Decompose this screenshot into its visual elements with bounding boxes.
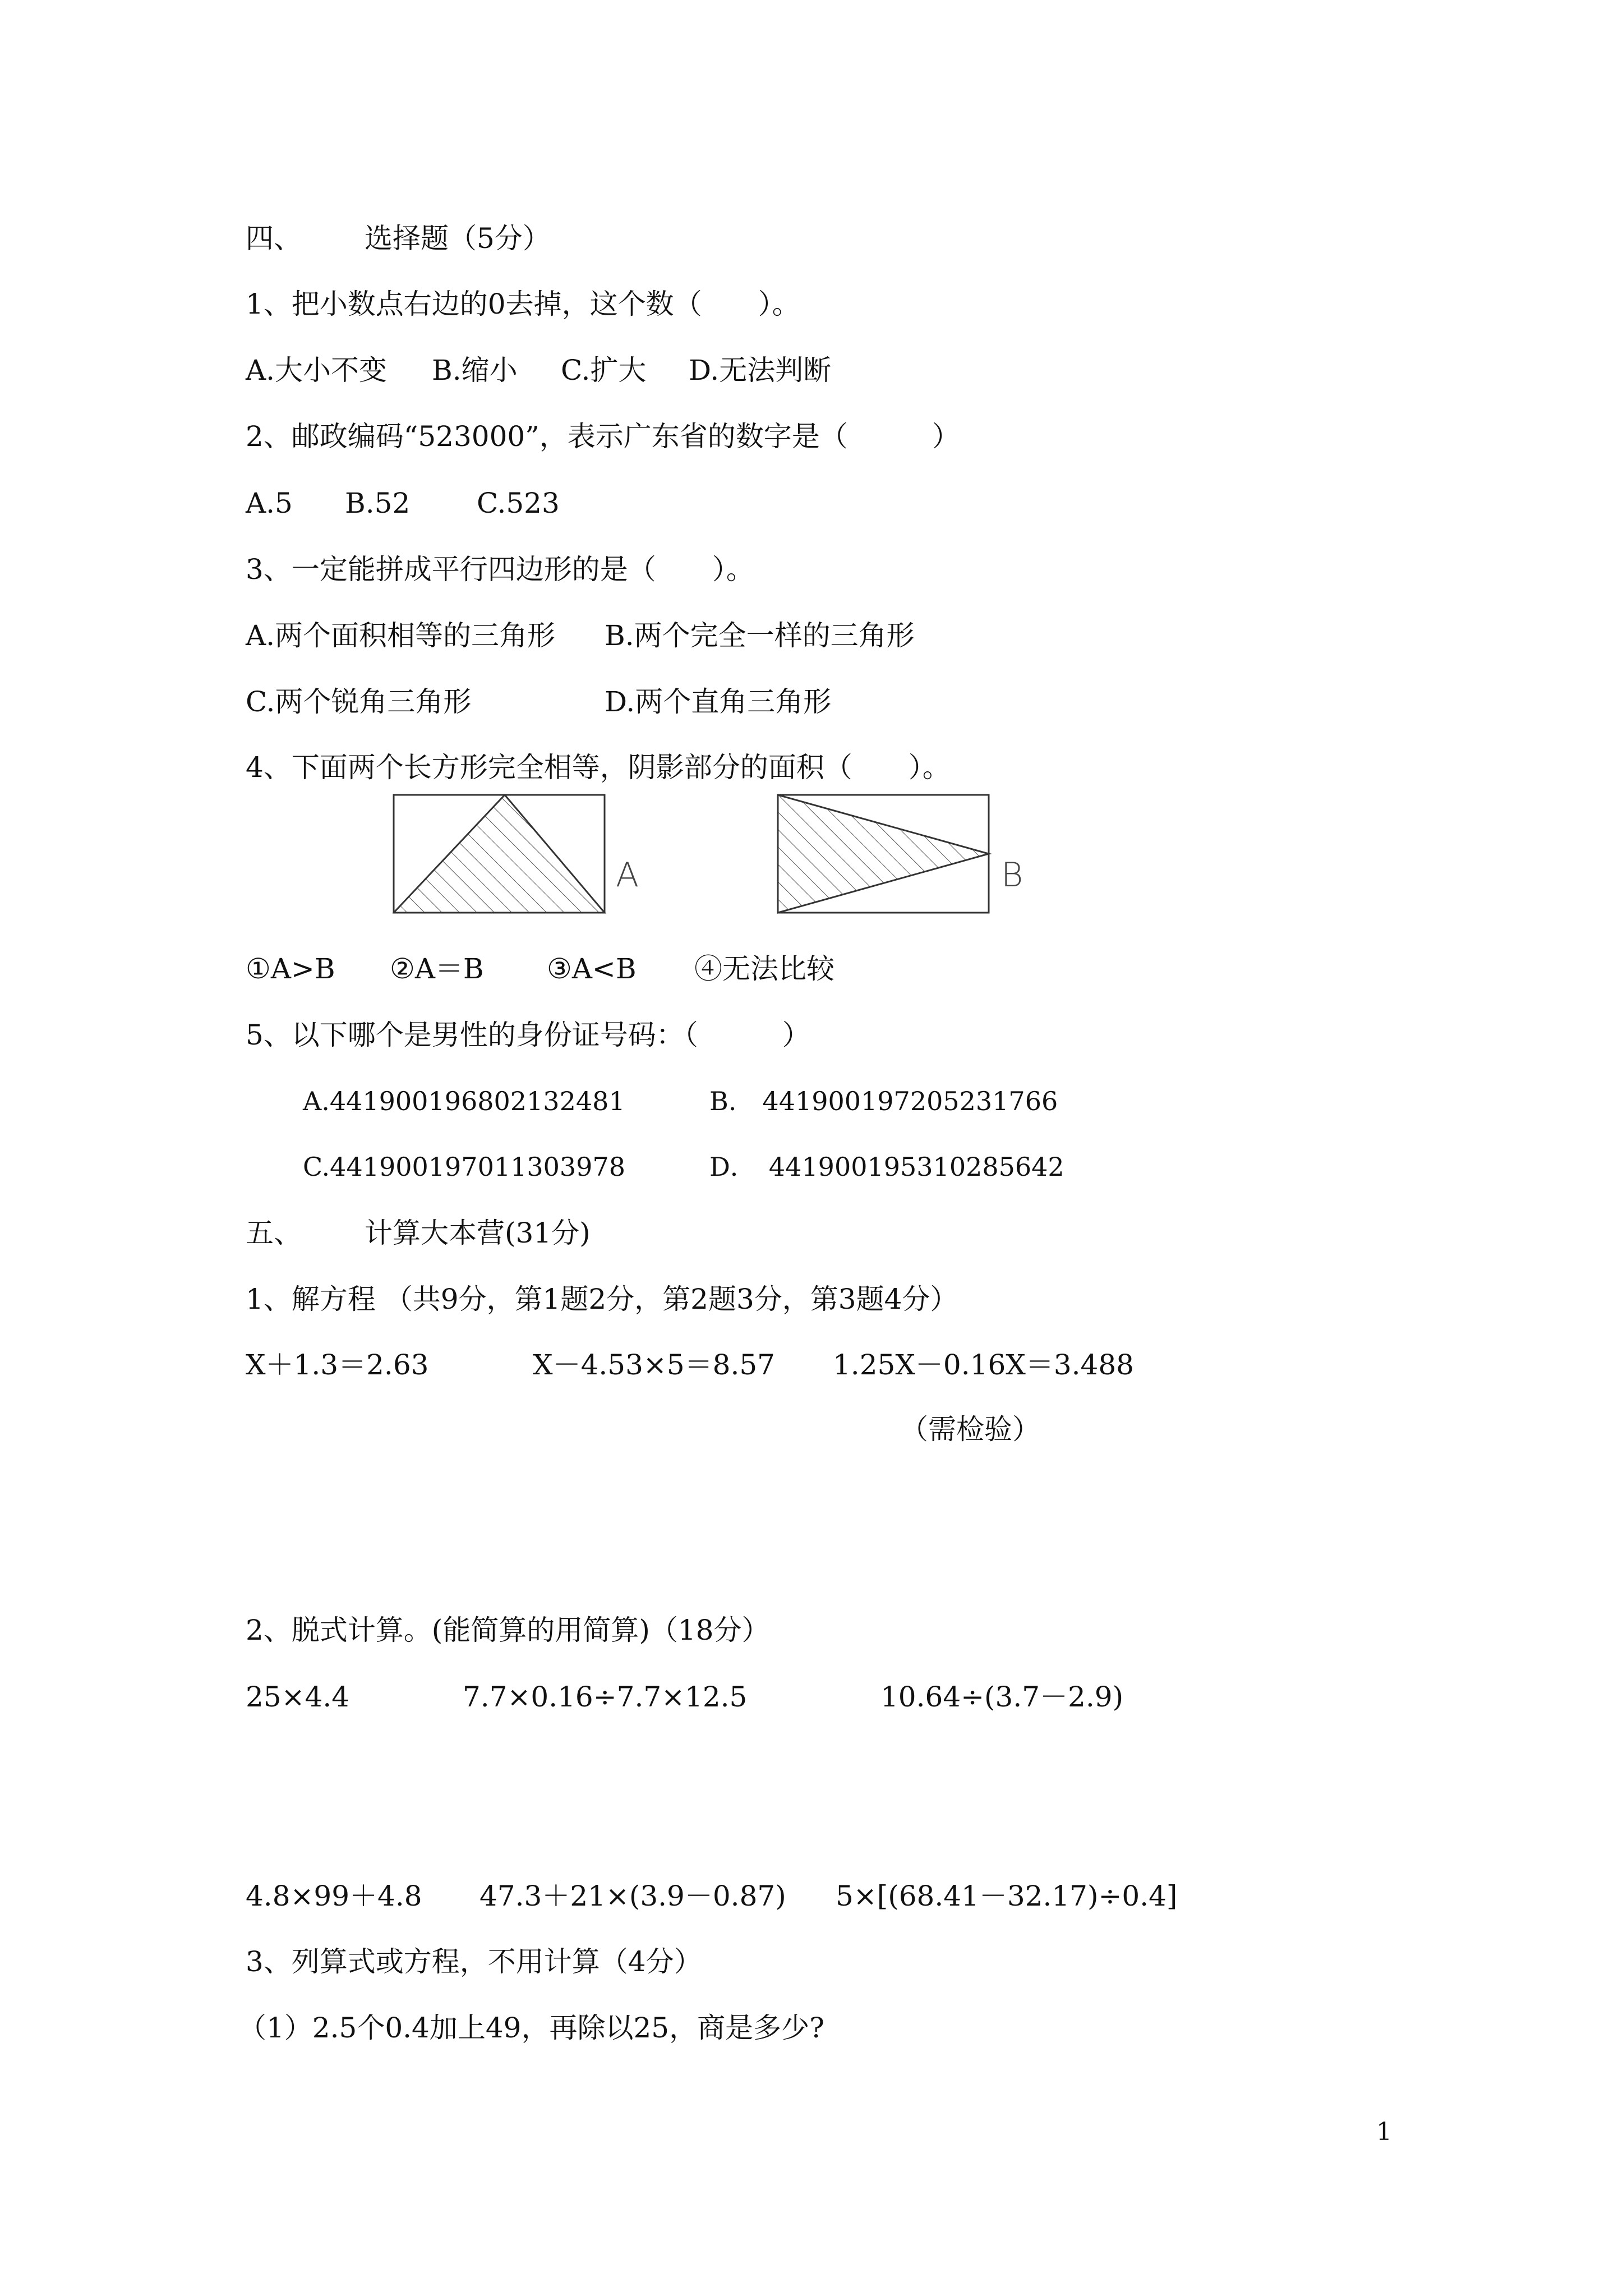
section-5-number: 五、: [246, 1217, 302, 1249]
question-1: [0, 287, 800, 355]
option: C.扩大: [561, 354, 647, 386]
question-3: [0, 553, 754, 620]
option: B.缩小: [432, 354, 518, 386]
figure-label-b: B: [1001, 855, 1023, 895]
option: D.无法判断: [689, 354, 832, 386]
section-4-title: 选择题（5分）: [365, 222, 551, 255]
option: C.441900197011303978: [303, 1152, 625, 1182]
option: C.523: [477, 487, 560, 519]
option: B. 441900197205231766: [709, 1086, 1058, 1116]
part-1-text: 1、解方程 （共9分，第1题2分，第2题3分，第3题4分）: [246, 1283, 958, 1315]
page-number: 1: [1376, 2118, 1392, 2146]
part-3-sub-question-1: [0, 2011, 824, 2078]
expression: 5×[(68.41－32.17)÷0.4]: [836, 1880, 1178, 1912]
equation: 1.25X－0.16X＝3.488: [833, 1349, 1134, 1381]
part-2-text: 2、脱式计算。(能简算的用简算)（18分）: [246, 1614, 770, 1646]
option: ②A＝B: [390, 953, 484, 985]
question-1-text: 1、把小数点右边的0去掉，这个数（ ）。: [246, 288, 800, 320]
expression: 25×4.4: [246, 1681, 350, 1713]
equation: X＋1.3＝2.63: [246, 1349, 429, 1381]
part-2-instruction: [0, 1613, 770, 1681]
question-2-text: 2、邮政编码“523000”，表示广东省的数字是（ ）: [246, 420, 960, 453]
expression: 7.7×0.16÷7.7×12.5: [463, 1681, 748, 1713]
question-4: [0, 751, 951, 818]
option: ③A<B: [547, 953, 637, 985]
figure-label-a: A: [616, 855, 639, 895]
option: A.441900196802132481: [303, 1086, 625, 1116]
question-4-text: 4、下面两个长方形完全相等，阴影部分的面积（ ）。: [246, 751, 951, 784]
question-3-text: 3、一定能拼成平行四边形的是（ ）。: [246, 553, 754, 586]
section-5-title: 计算大本营(31分): [365, 1217, 591, 1249]
section-4-number: 四、: [246, 222, 302, 255]
option: D.两个直角三角形: [605, 685, 832, 718]
option: B.两个完全一样的三角形: [605, 619, 915, 652]
option: A.大小不变: [246, 354, 388, 386]
part-1-instruction: [0, 1282, 958, 1350]
option: C.两个锐角三角形: [246, 685, 472, 718]
option: D． 441900195310285642: [709, 1152, 1064, 1182]
sub-question-text: （1）2.5个0.4加上49，再除以25，商是多少?: [238, 2012, 824, 2044]
option: A.两个面积相等的三角形: [246, 619, 556, 652]
part-3-text: 3、列算式或方程，不用计算（4分）: [246, 1945, 702, 1978]
expression: 47.3＋21×(3.9－0.87): [479, 1880, 786, 1912]
check-note: （需检验）: [900, 1413, 1040, 1446]
question-2: [0, 420, 960, 487]
option: ①A>B: [246, 953, 335, 985]
question-5: [0, 1018, 810, 1085]
rectangle-figure-a: [393, 794, 611, 914]
part-1-note: [0, 1412, 1040, 1480]
part-2-row-1: [0, 1680, 1124, 1815]
part-3-instruction: [0, 1945, 702, 2012]
question-5-text: 5、以下哪个是男性的身份证号码：（ ）: [246, 1019, 810, 1051]
expression: 10.64÷(3.7－2.9): [880, 1681, 1124, 1713]
expression: 4.8×99＋4.8: [246, 1880, 422, 1912]
equation: X－4.53×5＝8.57: [533, 1349, 775, 1381]
option: A.5: [246, 487, 293, 519]
option: ④无法比较: [694, 953, 834, 985]
option: B.52: [345, 487, 411, 519]
rectangle-figure-b: [777, 794, 995, 914]
